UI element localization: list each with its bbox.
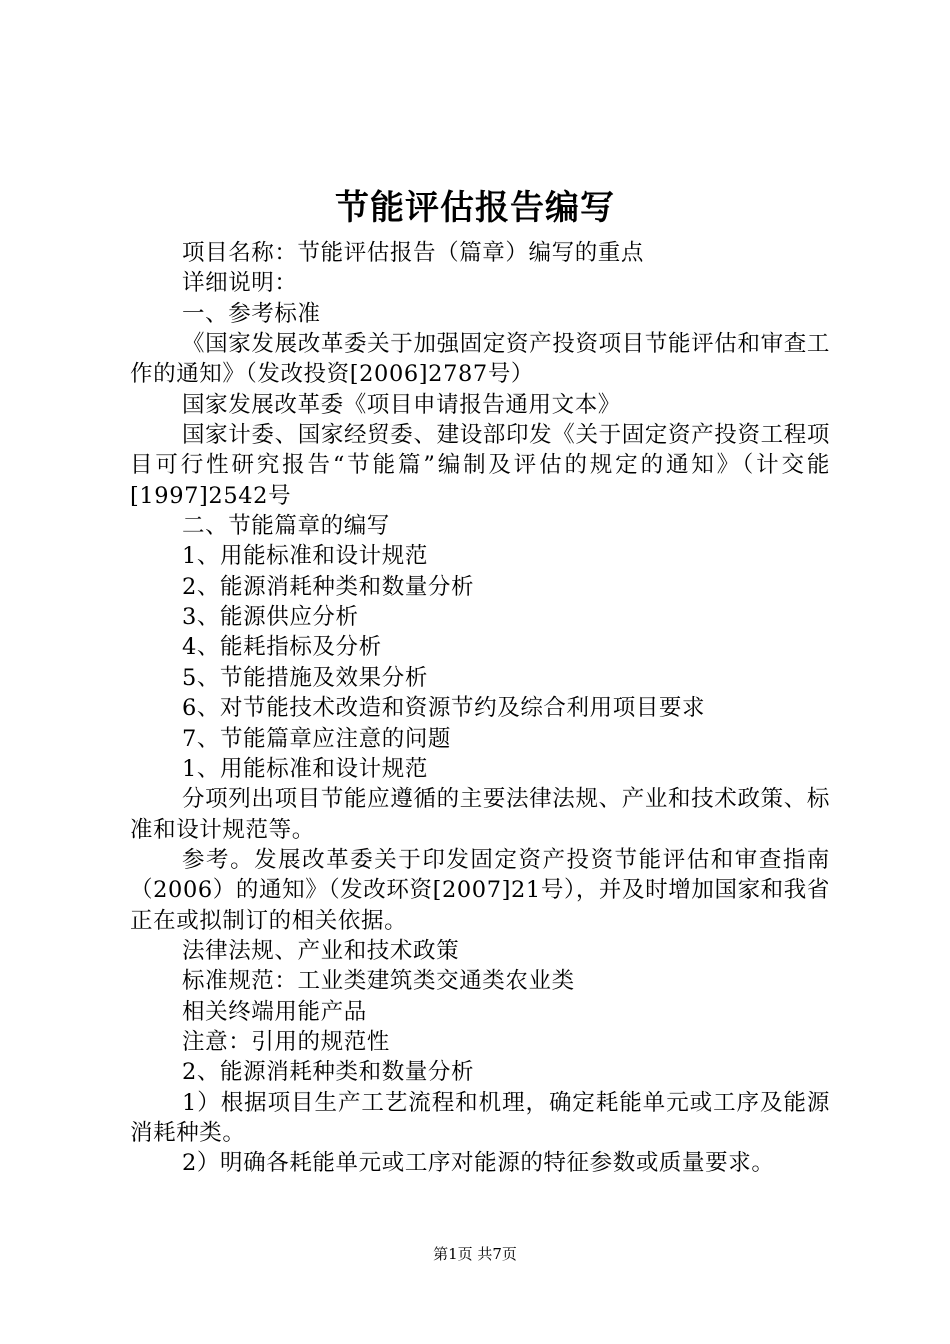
paragraph: 国家发展改革委《项目申请报告通用文本》 <box>182 391 621 418</box>
paragraph: 分项列出项目节能应遵循的主要法律法规、产业和技术政策、标准和设计规范等。 <box>130 786 830 843</box>
paragraph: 注意：引用的规范性 <box>182 1028 390 1055</box>
paragraph: 1、用能标准和设计规范 <box>182 755 428 782</box>
paragraph: 参考。发展改革委关于印发固定资产投资节能评估和审查指南（2006）的通知》（发改环资[2007]21号），并及时增加国家和我省正在或拟制订的相关依据。 <box>130 846 830 934</box>
paragraph: 标准规范：工业类建筑类交通类农业类 <box>182 968 575 995</box>
paragraph: 二、节能篇章的编写 <box>182 513 390 540</box>
paragraph: 国家计委、国家经贸委、建设部印发《关于固定资产投资工程项目可行性研究报告“节能篇”编制及评估的规定的通知》（计交能[1997]2542号 <box>130 422 830 509</box>
document-title: 节能评估报告编写 <box>335 188 615 228</box>
paragraph: 6、对节能技术改造和资源节约及综合利用项目要求 <box>182 695 706 722</box>
paragraph: 一、参考标准 <box>182 300 321 327</box>
paragraph: 4、能耗指标及分析 <box>182 634 382 661</box>
paragraph: 2、能源消耗种类和数量分析 <box>182 1059 475 1086</box>
paragraph: 2）明确各耗能单元或工序对能源的特征参数或质量要求。 <box>182 1150 775 1177</box>
paragraph: 详细说明： <box>182 270 298 297</box>
paragraph: 项目名称：节能评估报告（篇章）编写的重点 <box>182 240 645 266</box>
page-number: 第1页 共7页 <box>433 1245 517 1263</box>
paragraph: 《国家发展改革委关于加强固定资产投资项目节能评估和审查工作的通知》（发改投资[2006]2787号） <box>130 331 830 388</box>
page-footer <box>0 1244 950 1264</box>
paragraph: 5、节能措施及效果分析 <box>182 664 428 691</box>
paragraph: 3、能源供应分析 <box>182 604 359 631</box>
document-body <box>130 238 830 1179</box>
paragraph: 7、节能篇章应注意的问题 <box>182 725 452 752</box>
paragraph: 2、能源消耗种类和数量分析 <box>182 573 475 600</box>
paragraph: 相关终端用能产品 <box>182 998 367 1025</box>
paragraph: 1、用能标准和设计规范 <box>182 543 428 570</box>
paragraph: 1）根据项目生产工艺流程和机理，确定耗能单元或工序及能源消耗种类。 <box>130 1089 830 1146</box>
paragraph: 法律法规、产业和技术政策 <box>182 937 460 964</box>
